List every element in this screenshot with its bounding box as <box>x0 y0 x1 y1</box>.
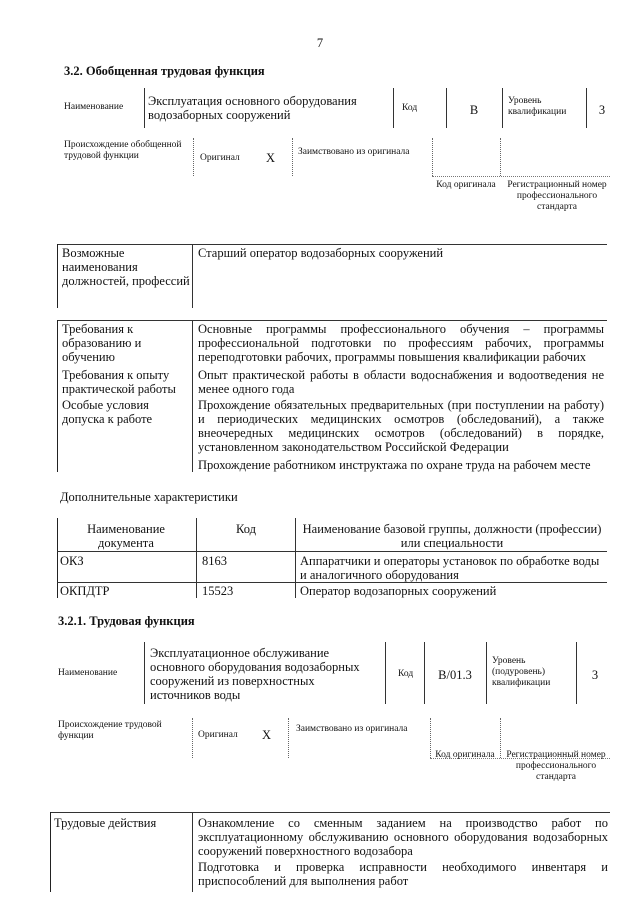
labor-func-code-label: Код <box>398 669 414 679</box>
labor-func-borrowed-label: Заимствовано из оригинала <box>296 724 408 734</box>
experience-value: Опыт практической работы в области водоснабжения и водоотведения не менее одного года <box>198 368 604 396</box>
gen-func-borrowed-label: Заимствовано из оригинала <box>298 147 410 157</box>
col-name-header: Наименование базовой группы, должности (профессии) или специальности <box>302 522 602 550</box>
list-item: Ознакомление со сменным заданием на производство работ по эксплуатационному обслуживанию основного оборудования водозаборных сооружений поверхностного водозабора <box>198 816 608 858</box>
gen-func-orig-code-caption: Код оригинала <box>436 180 496 190</box>
gen-func-code-label: Код <box>402 103 418 113</box>
positions-label: Возможные наименования должностей, профессий <box>62 246 190 288</box>
gen-func-code-value: B <box>469 103 479 117</box>
experience-label: Требования к опыту практической работы <box>62 368 176 396</box>
labor-func-level-label: Уровень (подуровень) квалификации <box>492 656 551 688</box>
actions-label: Трудовые действия <box>54 816 157 830</box>
conditions-value-1: Прохождение обязательных предварительных (при поступлении на работу) и периодических медицинских осмотров (обследований), а также внеочередных медицинских осмотров (обследований) в порядке, установленном законодательством Российской Федерации <box>198 398 604 454</box>
gen-func-reg-number-caption: Регистрационный номер профессионального стандарта <box>507 180 607 212</box>
gen-func-name-label: Наименование <box>64 102 124 112</box>
conditions-value-2: Прохождение работником инструктажа по охране труда на рабочем месте <box>198 458 591 472</box>
gen-func-name-value: Эксплуатация основного оборудования водозаборных сооружений <box>148 94 357 122</box>
labor-func-name-label: Наименование <box>58 668 118 678</box>
row-name: Аппаратчики и операторы установок по обработке воды и аналогичного оборудования <box>300 554 600 582</box>
gen-func-origin-label: Происхождение обобщенной трудовой функции <box>64 140 182 161</box>
labor-func-level-value: 3 <box>591 668 599 682</box>
row-code: 15523 <box>202 584 234 598</box>
education-value: Основные программы профессионального обучения – программы профессиональной подготовки по профессиям рабочих, программы переподготовки рабочих, программы повышения квалификации рабочих <box>198 322 604 364</box>
education-label: Требования к образованию и обучению <box>62 322 142 364</box>
positions-value: Старший оператор водозаборных сооружений <box>198 246 444 260</box>
labor-func-origin-label: Происхождение трудовой функции <box>58 720 162 741</box>
labor-func-original-label: Оригинал <box>198 730 238 740</box>
page-number: 7 <box>316 36 324 50</box>
list-item: Подготовка и проверка исправности необходимого инвентаря и приспособлений для выполнения работ <box>198 860 608 888</box>
gen-func-original-label: Оригинал <box>200 153 240 163</box>
row-doc: ОКПДТР <box>60 584 110 598</box>
additional-heading: Дополнительные характеристики <box>60 490 238 504</box>
section-heading-3-2-1: 3.2.1. Трудовая функция <box>58 614 195 628</box>
col-code-header: Код <box>236 522 256 536</box>
labor-func-original-mark: X <box>262 728 272 742</box>
section-heading-3-2: 3.2. Обобщенная трудовая функция <box>64 64 265 78</box>
labor-func-orig-code-caption: Код оригинала <box>435 750 495 760</box>
conditions-label: Особые условия допуска к работе <box>62 398 153 426</box>
gen-func-level-label: Уровень квалификации <box>508 96 567 117</box>
row-code: 8163 <box>202 554 227 568</box>
labor-func-name-value: Эксплуатационное обслуживание основного оборудования водозаборных сооружений из поверхностных источников воды <box>150 646 360 702</box>
row-doc: ОКЗ <box>60 554 84 568</box>
col-doc-header: Наименование документа <box>87 522 165 550</box>
labor-func-reg-number-caption: Регистрационный номер профессионального стандарта <box>506 750 606 782</box>
gen-func-level-value: 3 <box>598 103 606 117</box>
labor-func-code-value: B/01.3 <box>438 668 472 682</box>
gen-func-original-mark: X <box>266 151 276 165</box>
row-name: Оператор водозапорных сооружений <box>300 584 497 598</box>
